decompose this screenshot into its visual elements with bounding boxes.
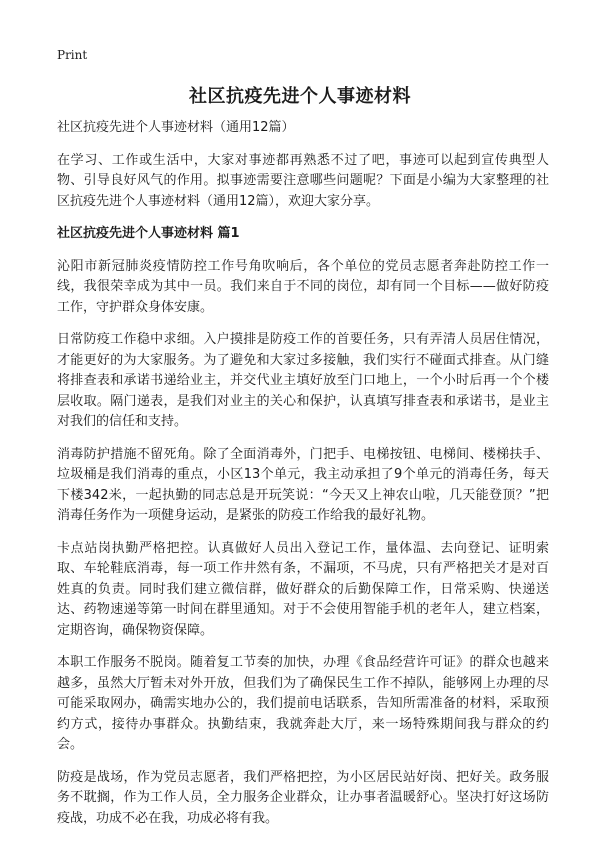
body-paragraph-4: 卡点站岗执勤严格把控。认真做好人员出入登记工作，量体温、去向登记、证明索取、车轮鞋底消毒，每一项工作井然有条，不漏项，不马虎，只有严格把关才是对百姓真的负责。同时我们建立微信群，做好群众的后勤保障工作，日常采购、快递送达、药物速递等第一时间在群里通知。对于不会使用智能手机的老年人，建立档案，定期咨询，确保物资保障。 [57, 540, 549, 638]
article-body [57, 118, 549, 841]
section-heading: 社区抗疫先进个人事迹材料 篇1 [57, 226, 240, 241]
body-paragraph-5: 本职工作服务不脱岗。随着复工节奏的加快，办理《食品经营许可证》的群众也越来越多，虽然大厅暂未对外开放，但我们为了确保民生工作不掉队，能够网上办理的尽可能采取网办，确需实地办公的，我们提前电话联系，告知所需准备的材料，采取预约方式，接待办事群众。执勤结束，我就奔赴大厅，来一场特殊期间我与群众的约会。 [57, 655, 549, 752]
page-title: 社区抗疫先进个人事迹材料 [189, 86, 411, 107]
article-subtitle: 社区抗疫先进个人事迹材料（通用12篇） [57, 120, 295, 135]
intro-paragraph: 在学习、工作或生活中，大家对事迹都再熟悉不过了吧，事迹可以起到宣传典型人物、引导良好风气的作用。拟事迹需要注意哪些问题呢？下面是小编为大家整理的社区抗疫先进个人事迹材料（通用12篇），欢迎大家分享。 [57, 152, 549, 209]
body-paragraph-2: 日常防疫工作稳中求细。入户摸排是防疫工作的首要任务，只有弄清人员居住情况，才能更好的为大家服务。为了避免和大家过多接触，我们实行不碰面式排查。从门缝将排查表和承诺书递给业主，并交代业主填好放至门口地上，一个小时后再一个个楼层收取。隔门递表，是我们对业主的关心和保护，认真填写排查表和承诺书，是业主对我们的信任和支持。 [57, 332, 549, 429]
body-paragraph-6: 防疫是战场，作为党员志愿者，我们严格把控，为小区居民站好岗、把好关。政务服务不耽搁，作为工作人员，全力服务企业群众，让办事者温暖舒心。坚决打好这场防疫战，功成不必在我，功成必将有我。 [57, 769, 549, 826]
body-paragraph-3: 消毒防护措施不留死角。除了全面消毒外，门把手、电梯按钮、电梯间、楼梯扶手、垃圾桶是我们消毒的重点，小区13个单元，我主动承担了9个单元的消毒任务，每天下楼342米，一起执勤的同志总是开玩笑说：“今天又上神农山啦，几天能登顶？”把消毒任务作为一项健身运动，是紧张的防疫工作给我的最好礼物。 [57, 446, 549, 523]
print-link[interactable]: Print [57, 48, 88, 62]
body-paragraph-1: 沁阳市新冠肺炎疫情防控工作号角吹响后，各个单位的党员志愿者奔赴防控工作一线，我很荣幸成为其中一员。我们来自于不同的岗位，却有同一个目标——做好防疫工作，守护群众身体安康。 [57, 258, 549, 315]
